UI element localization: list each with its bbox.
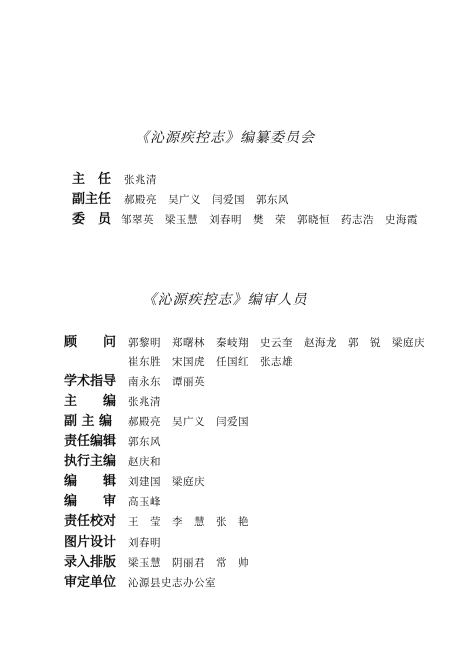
editors-names: 梁玉慧 阴丽君 常 帅	[128, 557, 249, 569]
editors-names: 南永东 谭丽英	[128, 376, 205, 388]
editors-label: 顾 问	[64, 335, 117, 350]
editors-label: 编 审	[64, 494, 117, 509]
editors-label: 学术指导	[64, 374, 117, 389]
editors-names: 王 莹 李 慧 张 艳	[128, 516, 249, 528]
editors-label: 编 辑	[64, 474, 117, 489]
committee-label: 委 员	[72, 212, 112, 227]
editors-label: 责任编辑	[64, 434, 117, 449]
editors-label: 审定单位	[64, 575, 117, 590]
editors-names: 沁源县史志办公室	[128, 577, 216, 589]
committee-names: 张兆清	[124, 174, 157, 186]
editors-label: 图片设计	[64, 535, 117, 550]
editors-names: 郝殿亮 吴广义 闫爱国	[128, 416, 249, 428]
editors-title: 《沁源疾控志》编审人员	[142, 292, 308, 308]
editors-label: 副 主 编	[64, 414, 113, 429]
editors-names: 郭黎明 郑曙林 秦岐翔 史云奎 赵海龙 郭 锐 梁庭庆	[128, 337, 425, 349]
editors-label: 责任校对	[64, 514, 117, 529]
editors-label: 主 编	[64, 394, 117, 409]
committee-names: 邹翠英 梁玉慧 刘春明 樊 荣 郭晓恒 药志浩 史海霞	[121, 214, 418, 226]
committee-title: 《沁源疾控志》编纂委员会	[135, 130, 315, 146]
editors-names: 郭东风	[128, 436, 161, 448]
editors-names: 张兆清	[128, 396, 161, 408]
editors-label: 录入排版	[64, 555, 117, 570]
editors-label: 执行主编	[64, 454, 117, 469]
committee-label: 主 任	[72, 172, 112, 187]
editors-names: 刘建国 梁庭庆	[128, 476, 205, 488]
editors-names: 刘春明	[128, 537, 161, 549]
editors-names: 赵庆和	[128, 456, 161, 468]
committee-label: 副主任	[72, 192, 112, 207]
editors-names: 崔东胜 宋国虎 任国红 张志雄	[128, 356, 293, 368]
editors-names: 高玉峰	[128, 496, 161, 508]
committee-names: 郝殿亮 吴广义 闫爱国 郭东风	[124, 194, 289, 206]
